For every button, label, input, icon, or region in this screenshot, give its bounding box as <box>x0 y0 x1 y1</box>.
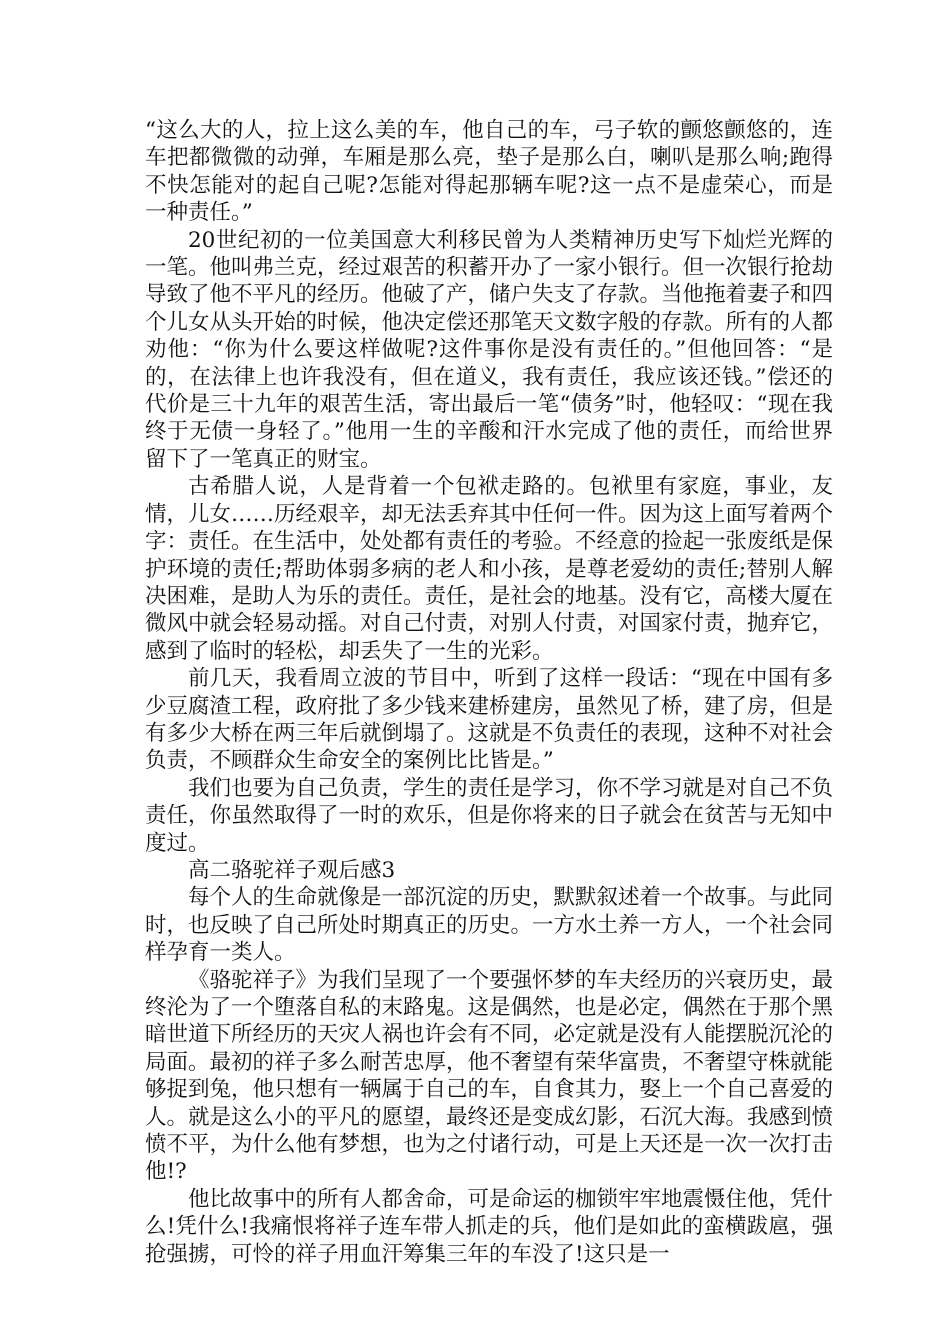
paragraph: 前几天，我看周立波的节目中，听到了这样一段话：“现在中国有多少豆腐渣工程，政府批了多少钱来建桥建房，虽然见了桥，建了房，但是有多少大桥在两三年后就倒塌了。这就是不负责任的表现，这种不对社会负责，不顾群众生命安全的案例比比皆是。” <box>145 666 834 774</box>
document-page <box>145 117 833 1268</box>
paragraph: 《骆驼祥子》为我们呈现了一个要强怀梦的车夫经历的兴衰历史，最终沦为了一个堕落自私的末路鬼。这是偶然，也是必定，偶然在于那个黑暗世道下所经历的天灾人祸也许会有不同，必定就是没有人能摆脱沉沦的局面。最初的祥子多么耐苦忠厚，他不奢望有荣华富贵，不奢望守株就能够捉到兔，他只想有一辆属于自己的车，自食其力，娶上一个自己喜爱的人。就是这么小的平凡的愿望，最终还是变成幻影，石沉大海。我感到愤愤不平，为什么他有梦想，也为之付诸行动，可是上天还是一次一次打击他!? <box>145 967 834 1185</box>
paragraph: 他比故事中的所有人都舍命，可是命运的枷锁牢牢地震慑住他，凭什么!凭什么!我痛恨将祥子连车带人抓走的兵，他们是如此的蛮横跋扈，强抢强掳，可怜的祥子用血汗筹集三年的车没了!这只是一 <box>145 1186 834 1267</box>
paragraph: 20世纪初的一位美国意大利移民曾为人类精神历史写下灿烂光辉的一笔。他叫弗兰克，经过艰苦的积蓄开办了一家小银行。但一次银行抢劫导致了他不平凡的经历。他破了产，储户失支了存款。当他拖着妻子和四个儿女从头开始的时候，他决定偿还那笔天文数字般的存款。所有的人都劝他：“你为什么要这样做呢?这件事你是没有责任的。”但他回答：“是的，在法律上也许我没有，但在道义，我有责任，我应该还钱。”偿还的代价是三十九年的艰苦生活，寄出最后一笔“债务”时，他轻叹：“现在我终于无债一身轻了。”他用一生的辛酸和汗水完成了他的责任，而给世界留下了一笔真正的财宝。 <box>145 227 834 472</box>
section-heading: 高二骆驼祥子观后感3 <box>188 857 396 883</box>
paragraph: “这么大的人，拉上这么美的车，他自己的车，弓子软的颤悠颤悠的，连车把都微微的动弹，车厢是那么亮，垫子是那么白，喇叭是那么响;跑得不快怎能对的起自己呢?怎能对得起那辆车呢?这一点不是虚荣心，而是一种责任。” <box>145 118 833 226</box>
paragraph: 每个人的生命就像是一部沉淀的历史，默默叙述着一个故事。与此同时，也反映了自己所处时期真正的历史。一方水土养一方人，一个社会同样孕育一类人。 <box>145 885 834 966</box>
paragraph: 古希腊人说，人是背着一个包袱走路的。包袱里有家庭，事业，友情，儿女……历经艰辛，却无法丢弃其中任何一件。因为这上面写着两个字：责任。在生活中，处处都有责任的考验。不经意的捡起一张废纸是保护环境的责任;帮助体弱多病的老人和小孩，是尊老爱幼的责任;替别人解决困难，是助人为乐的责任。责任，是社会的地基。没有它，高楼大厦在微风中就会轻易动摇。对自己付责，对别人付责，对国家付责，抛弃它，感到了临时的轻松，却丢失了一生的光彩。 <box>145 474 834 664</box>
paragraph: 我们也要为自己负责，学生的责任是学习，你不学习就是对自己不负责任，你虽然取得了一时的欢乐，但是你将来的日子就会在贫苦与无知中度过。 <box>145 775 834 856</box>
